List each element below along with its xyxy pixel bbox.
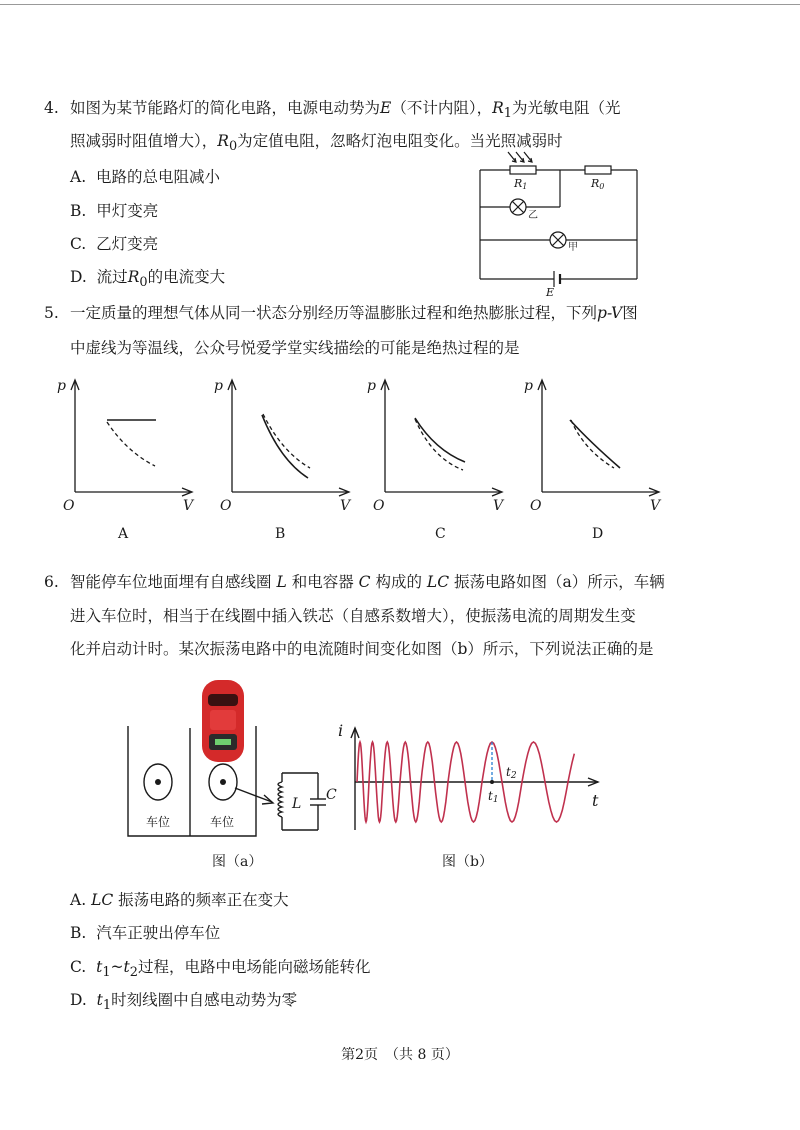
r1-label: R1 [514, 177, 528, 191]
q6-stem-line2: 进入车位时，相当于在线圈中插入铁芯（自感系数增大），使振荡电流的周期发生变 [70, 607, 636, 625]
inductor-label: L [292, 796, 302, 812]
q4-option-d[interactable]: D. 流过$R_0$的电流变大 [70, 268, 226, 291]
graph-d-p-label: p [524, 378, 533, 394]
graph-a-v-label: V [183, 498, 194, 514]
q6-number: 6. [44, 573, 59, 591]
q5-stem-line2: 中虚线为等温线，公众号悦爱学堂实线描绘的可能是绝热过程的是 [70, 339, 520, 357]
q6-figure-a [120, 676, 350, 876]
graph-c-origin: O [373, 498, 385, 514]
t-axis-label: t [592, 791, 599, 810]
t1-point [490, 780, 494, 784]
i-axis-label: i [338, 721, 344, 740]
graph-c-option-label: C [435, 526, 446, 542]
pv-graph-a[interactable] [55, 370, 205, 545]
q4-option-a[interactable]: A. 电路的总电阻减小 [70, 168, 220, 186]
pv-graph-b[interactable] [212, 370, 362, 545]
r1-resistor [510, 166, 536, 174]
figure-b-caption: 图（b） [442, 854, 493, 870]
r0-resistor [585, 166, 611, 174]
graph-c-v-label: V [493, 498, 504, 514]
t2-label: t2 [506, 765, 517, 781]
graph-c-p-label: p [367, 378, 376, 394]
r0-label: R0 [591, 177, 605, 191]
graph-b-p-label: p [214, 378, 223, 394]
q6-option-b[interactable]: B. 汽车正驶出停车位 [70, 924, 221, 942]
t1-label: t1 [488, 789, 499, 805]
pv-graph-c[interactable] [365, 370, 515, 545]
q6-figure-b [330, 720, 620, 880]
q4-option-b[interactable]: B. 甲灯变亮 [70, 202, 159, 220]
top-rule [0, 4, 800, 5]
graph-b-v-label: V [340, 498, 351, 514]
graph-b-option-label: B [275, 526, 286, 542]
q5-stem-line1: 一定质量的理想气体从同一状态分别经历等温膨胀过程和绝热膨胀过程，下列p-V图 [70, 304, 638, 322]
graph-d-origin: O [530, 498, 542, 514]
graph-d-v-label: V [650, 498, 661, 514]
slot1-label: 车位 [146, 815, 171, 829]
graph-a-p-label: p [57, 378, 66, 394]
graph-a-origin: O [63, 498, 75, 514]
q4-number: 4. [44, 99, 59, 117]
pv-graph-d[interactable] [522, 370, 672, 545]
slot2-label: 车位 [210, 815, 235, 829]
lamp-yi-label: 乙 [528, 210, 538, 221]
q4-option-c[interactable]: C. 乙灯变亮 [70, 235, 159, 253]
graph-a-option-label: A [118, 526, 129, 542]
q6-option-a[interactable]: A. LC 振荡电路的频率正在变大 [70, 891, 289, 909]
car-icon [202, 680, 244, 762]
figure-a-caption: 图（a） [212, 854, 263, 870]
capacitor-label: C [326, 787, 337, 803]
q6-option-d[interactable]: D. $t_1$时刻线圈中自感电动势为零 [70, 991, 298, 1014]
q6-stem-line1: 智能停车位地面埋有自感线圈 L 和电容器 C 构成的 LC 振荡电路如图（a）所示，车辆 [70, 573, 665, 591]
graph-d-option-label: D [592, 526, 604, 542]
q4-stem-line1: 如图为某节能路灯的简化电路，电源电动势为E（不计内阻），$R_1$为光敏电阻（光 [70, 99, 621, 122]
q4-circuit-diagram [470, 150, 650, 300]
q5-number: 5. [44, 304, 59, 322]
lamp-jia-label: 甲 [568, 242, 578, 253]
q6-stem-line3: 化并启动计时。某次振荡电路中的电流随时间变化如图（b）所示，下列说法正确的是 [70, 640, 654, 658]
page-footer: 第2页 （共 8 页） [341, 1047, 459, 1063]
q4-stem-line2: 照减弱时阻值增大），$R_0$为定值电阻，忽略灯泡电阻变化。当光照减弱时 [70, 132, 563, 155]
q6-option-c[interactable]: C. $t_1\sim t_2$过程，电路中电场能向磁场能转化 [70, 958, 371, 981]
graph-b-origin: O [220, 498, 232, 514]
source-label: E [546, 286, 555, 299]
